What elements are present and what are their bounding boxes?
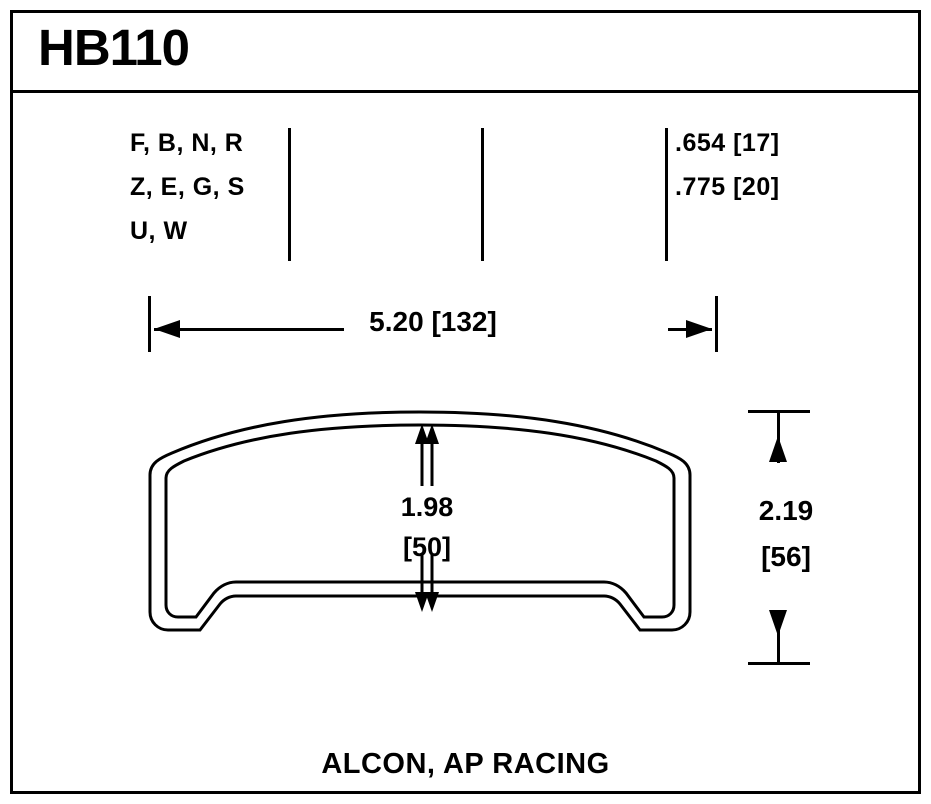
inner-height-mm: [50] [402, 532, 451, 562]
spec-divider-center [481, 128, 484, 261]
height-mm: [56] [761, 541, 811, 572]
compound-code-row-1: F, B, N, R [130, 129, 244, 157]
width-dimension [148, 296, 718, 352]
header-divider [13, 90, 918, 93]
arrow-left-icon [154, 320, 180, 338]
width-extension-line-right [715, 296, 718, 352]
arrow-down-icon [769, 610, 787, 636]
compound-code-row-2: Z, E, G, S [130, 173, 245, 201]
inner-height-dimension-label [362, 487, 492, 567]
compound-code-row-3: U, W [130, 217, 188, 245]
page-title: HB110 [38, 19, 189, 76]
arrow-right-icon [686, 320, 712, 338]
thickness-value-row-1: .654 [17] [675, 129, 780, 157]
height-dimension-label [736, 488, 836, 580]
application-caption: ALCON, AP RACING [321, 748, 610, 780]
width-extension-line-left [148, 296, 151, 352]
height-inches: 2.19 [758, 495, 814, 526]
arrow-up-icon [769, 436, 787, 462]
thickness-value-row-2: .775 [20] [675, 173, 780, 201]
spec-divider-right [665, 128, 668, 261]
height-extension-line-bottom [748, 662, 810, 665]
spec-divider-left [288, 128, 291, 261]
arrow-down-icon [425, 592, 439, 612]
height-dimension [748, 410, 818, 665]
width-dimension-label: 5.20 [132] [369, 306, 497, 337]
inner-height-inches: 1.98 [400, 492, 454, 522]
width-dimension-line-left [154, 328, 344, 331]
